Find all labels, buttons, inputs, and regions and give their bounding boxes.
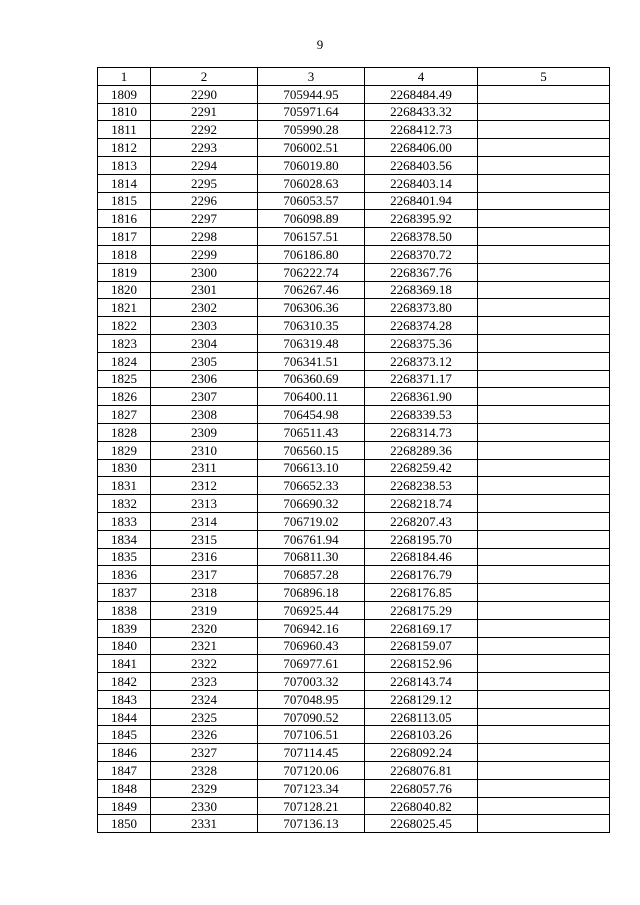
table-cell: 2307 [151, 388, 258, 406]
table-cell: 1820 [98, 281, 151, 299]
table-row [98, 530, 610, 548]
table-cell: 2330 [151, 797, 258, 815]
table-cell [478, 495, 610, 513]
table-cell: 2268176.85 [365, 584, 478, 602]
table-cell: 1811 [98, 121, 151, 139]
table-row [98, 245, 610, 263]
table-cell: 1844 [98, 708, 151, 726]
table-cell [478, 762, 610, 780]
table-cell [478, 619, 610, 637]
table-cell: 2268238.53 [365, 477, 478, 495]
table-cell: 2310 [151, 441, 258, 459]
table-cell: 2268184.46 [365, 548, 478, 566]
table-cell: 1849 [98, 797, 151, 815]
column-header: 3 [258, 68, 365, 86]
table-cell: 2306 [151, 370, 258, 388]
table-cell: 1838 [98, 601, 151, 619]
table-cell: 706896.18 [258, 584, 365, 602]
table-cell: 1837 [98, 584, 151, 602]
table-cell: 706360.69 [258, 370, 365, 388]
table-cell [478, 139, 610, 157]
table-cell: 2291 [151, 103, 258, 121]
table-cell [478, 406, 610, 424]
table-cell: 2268374.28 [365, 317, 478, 335]
table-cell: 2268403.14 [365, 174, 478, 192]
table-cell [478, 566, 610, 584]
table-cell [478, 690, 610, 708]
table-cell [478, 192, 610, 210]
table-cell: 707003.32 [258, 673, 365, 691]
table-cell: 1812 [98, 139, 151, 157]
table-cell: 1821 [98, 299, 151, 317]
table-cell: 2268339.53 [365, 406, 478, 424]
table-row [98, 637, 610, 655]
table-cell: 1847 [98, 762, 151, 780]
table-cell: 2268395.92 [365, 210, 478, 228]
table-cell: 2295 [151, 174, 258, 192]
table-cell: 2268367.76 [365, 263, 478, 281]
table-cell: 2292 [151, 121, 258, 139]
table-cell: 706454.98 [258, 406, 365, 424]
table-row [98, 85, 610, 103]
table-cell: 1818 [98, 245, 151, 263]
table-cell: 707120.06 [258, 762, 365, 780]
table-row [98, 566, 610, 584]
table-cell: 2268169.17 [365, 619, 478, 637]
table-cell: 2268378.50 [365, 228, 478, 246]
table-row [98, 139, 610, 157]
table-cell: 2311 [151, 459, 258, 477]
table-cell: 705944.95 [258, 85, 365, 103]
table-cell: 2323 [151, 673, 258, 691]
table-cell: 2326 [151, 726, 258, 744]
table-cell: 2317 [151, 566, 258, 584]
table-cell: 2327 [151, 744, 258, 762]
table-cell [478, 477, 610, 495]
table-row [98, 228, 610, 246]
table-body [98, 85, 610, 832]
table-cell [478, 370, 610, 388]
table-cell: 2319 [151, 601, 258, 619]
table-cell: 2268406.00 [365, 139, 478, 157]
table-cell: 706719.02 [258, 512, 365, 530]
table-row [98, 548, 610, 566]
table-cell: 2268113.05 [365, 708, 478, 726]
table-cell: 707123.34 [258, 779, 365, 797]
table-row [98, 370, 610, 388]
coordinates-table [97, 67, 610, 833]
table-cell: 706690.32 [258, 495, 365, 513]
table-cell: 706028.63 [258, 174, 365, 192]
table-cell: 706267.46 [258, 281, 365, 299]
table-row [98, 601, 610, 619]
table-row [98, 459, 610, 477]
table-row [98, 477, 610, 495]
table-cell: 2322 [151, 655, 258, 673]
table-cell [478, 637, 610, 655]
table-cell: 1831 [98, 477, 151, 495]
table-cell: 1815 [98, 192, 151, 210]
table-row [98, 655, 610, 673]
table-cell [478, 441, 610, 459]
table-cell: 2268289.36 [365, 441, 478, 459]
table-cell: 2300 [151, 263, 258, 281]
table-cell: 707128.21 [258, 797, 365, 815]
table-cell [478, 512, 610, 530]
table-row [98, 619, 610, 637]
table-row [98, 334, 610, 352]
table-row [98, 352, 610, 370]
table-cell: 2268403.56 [365, 156, 478, 174]
table-row [98, 673, 610, 691]
table-cell: 1846 [98, 744, 151, 762]
table-cell [478, 726, 610, 744]
table-cell: 2268433.32 [365, 103, 478, 121]
table-cell: 2302 [151, 299, 258, 317]
table-cell: 2268371.17 [365, 370, 478, 388]
column-header: 2 [151, 68, 258, 86]
table-cell: 2316 [151, 548, 258, 566]
table-cell: 2297 [151, 210, 258, 228]
table-cell: 2305 [151, 352, 258, 370]
table-cell: 1824 [98, 352, 151, 370]
table-row [98, 103, 610, 121]
table-row [98, 299, 610, 317]
table-row [98, 744, 610, 762]
table-cell: 2293 [151, 139, 258, 157]
table-cell: 706652.33 [258, 477, 365, 495]
table-cell [478, 156, 610, 174]
table-cell [478, 815, 610, 833]
table-cell: 2268057.76 [365, 779, 478, 797]
table-cell [478, 85, 610, 103]
table-row [98, 495, 610, 513]
table-cell: 706560.15 [258, 441, 365, 459]
table-cell [478, 299, 610, 317]
table-cell: 1842 [98, 673, 151, 691]
table-cell: 2268361.90 [365, 388, 478, 406]
table-cell: 705971.64 [258, 103, 365, 121]
table-header-row [98, 68, 610, 86]
table-cell: 1825 [98, 370, 151, 388]
table-cell [478, 584, 610, 602]
table-row [98, 192, 610, 210]
table-cell: 1822 [98, 317, 151, 335]
table-cell: 2268314.73 [365, 423, 478, 441]
table-cell: 2268025.45 [365, 815, 478, 833]
table-cell: 2312 [151, 477, 258, 495]
table-cell: 706306.36 [258, 299, 365, 317]
table-cell: 1832 [98, 495, 151, 513]
table-cell: 2331 [151, 815, 258, 833]
table-cell: 706186.80 [258, 245, 365, 263]
table-row [98, 317, 610, 335]
table-cell: 706310.35 [258, 317, 365, 335]
table-cell: 2268040.82 [365, 797, 478, 815]
table-cell: 1841 [98, 655, 151, 673]
table-cell: 705990.28 [258, 121, 365, 139]
table-row [98, 263, 610, 281]
table-cell [478, 459, 610, 477]
table-cell: 1810 [98, 103, 151, 121]
table-cell: 2308 [151, 406, 258, 424]
table-cell [478, 744, 610, 762]
table-cell: 2268218.74 [365, 495, 478, 513]
table-cell [478, 388, 610, 406]
table-cell: 707106.51 [258, 726, 365, 744]
table-cell: 2318 [151, 584, 258, 602]
table-cell: 706925.44 [258, 601, 365, 619]
table-cell: 1843 [98, 690, 151, 708]
table-cell [478, 121, 610, 139]
table-cell: 2290 [151, 85, 258, 103]
table-cell: 707090.52 [258, 708, 365, 726]
table-cell [478, 210, 610, 228]
table-row [98, 423, 610, 441]
table-cell: 2315 [151, 530, 258, 548]
table-cell: 2268484.49 [365, 85, 478, 103]
table-cell: 2294 [151, 156, 258, 174]
table-cell: 1813 [98, 156, 151, 174]
table-cell: 706341.51 [258, 352, 365, 370]
table-cell: 706019.80 [258, 156, 365, 174]
table-row [98, 512, 610, 530]
table-cell: 1829 [98, 441, 151, 459]
table-cell: 1850 [98, 815, 151, 833]
table-row [98, 797, 610, 815]
table-cell [478, 228, 610, 246]
table-row [98, 726, 610, 744]
table-cell: 706942.16 [258, 619, 365, 637]
table-cell: 1827 [98, 406, 151, 424]
table-cell [478, 334, 610, 352]
table-cell: 706761.94 [258, 530, 365, 548]
table-cell: 706511.43 [258, 423, 365, 441]
table-cell [478, 779, 610, 797]
table-cell: 2268373.80 [365, 299, 478, 317]
table-row [98, 388, 610, 406]
table-cell: 2301 [151, 281, 258, 299]
table-cell: 1848 [98, 779, 151, 797]
table-cell [478, 601, 610, 619]
table-cell: 1830 [98, 459, 151, 477]
table-row [98, 815, 610, 833]
table-row [98, 210, 610, 228]
table-cell [478, 245, 610, 263]
table-cell [478, 655, 610, 673]
table-cell: 2268401.94 [365, 192, 478, 210]
table-cell [478, 103, 610, 121]
table-row [98, 281, 610, 299]
table-cell: 1823 [98, 334, 151, 352]
table-cell: 1814 [98, 174, 151, 192]
table-cell: 1834 [98, 530, 151, 548]
table-cell: 1826 [98, 388, 151, 406]
table-row [98, 708, 610, 726]
table-cell: 2268152.96 [365, 655, 478, 673]
table-cell: 2296 [151, 192, 258, 210]
table-cell: 2268259.42 [365, 459, 478, 477]
table-cell: 706400.11 [258, 388, 365, 406]
table-cell: 2328 [151, 762, 258, 780]
table-cell: 2268076.81 [365, 762, 478, 780]
table-cell: 2299 [151, 245, 258, 263]
table-cell: 2304 [151, 334, 258, 352]
table-cell: 707136.13 [258, 815, 365, 833]
table-cell: 1840 [98, 637, 151, 655]
table-cell: 2268159.07 [365, 637, 478, 655]
table-cell: 706157.51 [258, 228, 365, 246]
table-cell: 706613.10 [258, 459, 365, 477]
table-cell [478, 423, 610, 441]
table-cell [478, 174, 610, 192]
table-cell [478, 281, 610, 299]
table-cell: 2268103.26 [365, 726, 478, 744]
table-cell: 2324 [151, 690, 258, 708]
table-cell: 706098.89 [258, 210, 365, 228]
table-cell: 706222.74 [258, 263, 365, 281]
table-cell [478, 352, 610, 370]
table-cell: 2303 [151, 317, 258, 335]
table-row [98, 441, 610, 459]
table-cell: 2320 [151, 619, 258, 637]
table-cell: 1835 [98, 548, 151, 566]
table-cell: 2313 [151, 495, 258, 513]
table-cell: 706811.30 [258, 548, 365, 566]
table-cell: 2268369.18 [365, 281, 478, 299]
table-cell: 2309 [151, 423, 258, 441]
table-cell: 1819 [98, 263, 151, 281]
table-cell: 707114.45 [258, 744, 365, 762]
table-cell: 1816 [98, 210, 151, 228]
table-cell: 706319.48 [258, 334, 365, 352]
table-cell [478, 317, 610, 335]
table-row [98, 762, 610, 780]
table-cell [478, 797, 610, 815]
table-row [98, 174, 610, 192]
table-cell [478, 263, 610, 281]
column-header: 5 [478, 68, 610, 86]
table-cell: 706857.28 [258, 566, 365, 584]
table-cell: 706960.43 [258, 637, 365, 655]
table-cell: 1833 [98, 512, 151, 530]
table-cell: 2268129.12 [365, 690, 478, 708]
table-cell: 2314 [151, 512, 258, 530]
table-cell: 1839 [98, 619, 151, 637]
table-cell: 2298 [151, 228, 258, 246]
table-cell: 2268092.24 [365, 744, 478, 762]
table-cell: 2268373.12 [365, 352, 478, 370]
table-cell: 706053.57 [258, 192, 365, 210]
table-row [98, 406, 610, 424]
table-cell: 2268176.79 [365, 566, 478, 584]
table-cell: 1845 [98, 726, 151, 744]
table-cell: 2329 [151, 779, 258, 797]
table-row [98, 156, 610, 174]
table-cell: 2268375.36 [365, 334, 478, 352]
table-cell [478, 530, 610, 548]
table-cell: 1817 [98, 228, 151, 246]
table-cell: 2268207.43 [365, 512, 478, 530]
table-cell: 706002.51 [258, 139, 365, 157]
table-cell: 1828 [98, 423, 151, 441]
column-header: 4 [365, 68, 478, 86]
table-cell: 2325 [151, 708, 258, 726]
table-cell [478, 548, 610, 566]
table-cell [478, 673, 610, 691]
table-cell: 2268195.70 [365, 530, 478, 548]
page-number: 9 [316, 37, 324, 52]
table-cell [478, 708, 610, 726]
table-row [98, 584, 610, 602]
table-cell: 2268175.29 [365, 601, 478, 619]
column-header: 1 [98, 68, 151, 86]
table-cell: 2268143.74 [365, 673, 478, 691]
table-row [98, 121, 610, 139]
table-cell: 706977.61 [258, 655, 365, 673]
table-cell: 2268370.72 [365, 245, 478, 263]
table-cell: 1836 [98, 566, 151, 584]
table-cell: 1809 [98, 85, 151, 103]
table-cell: 707048.95 [258, 690, 365, 708]
table-row [98, 690, 610, 708]
table-cell: 2321 [151, 637, 258, 655]
table-cell: 2268412.73 [365, 121, 478, 139]
table-row [98, 779, 610, 797]
